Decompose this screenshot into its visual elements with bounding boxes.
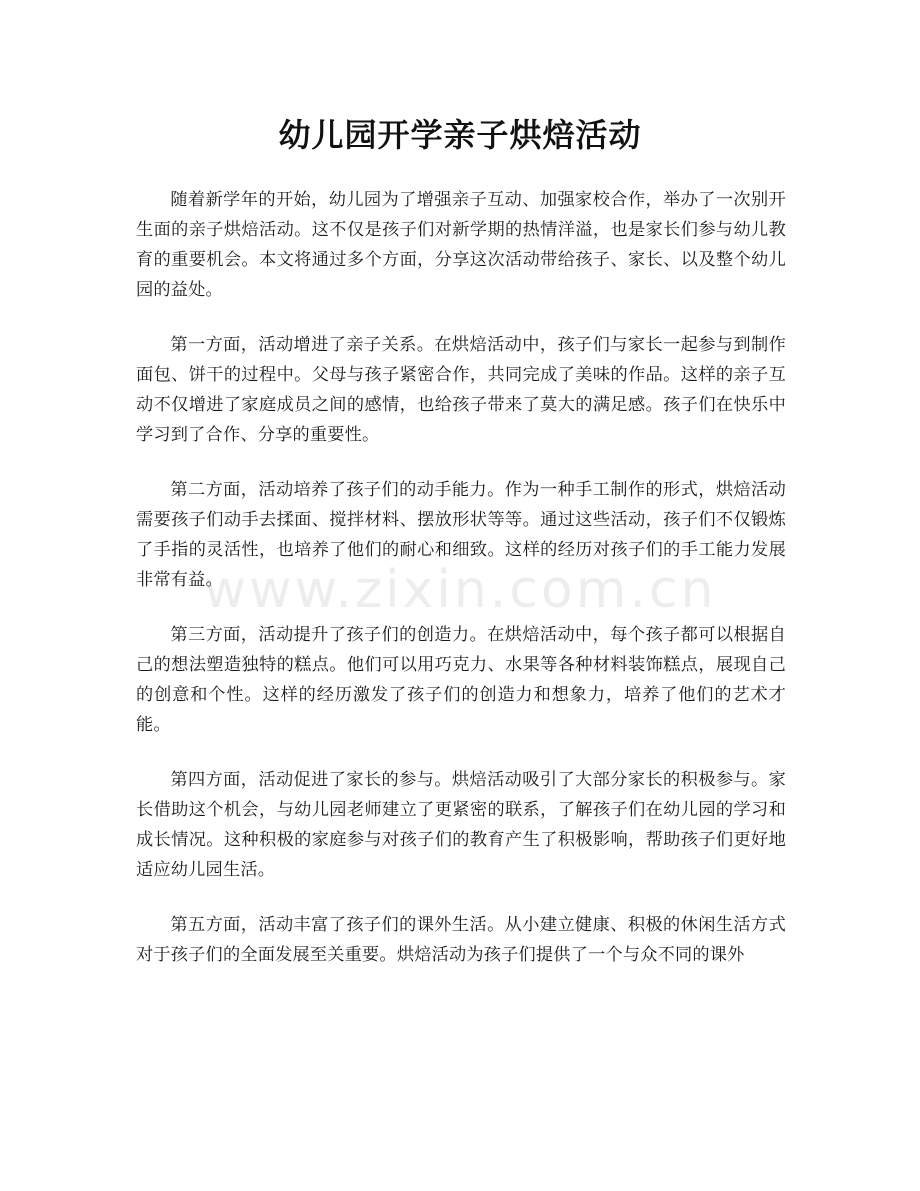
paragraph-intro: 随着新学年的开始，幼儿园为了增强亲子互动、加强家校合作，举办了一次别开生面的亲子烘焙活动。这不仅是孩子们对新学期的热情洋溢，也是家长们参与幼儿教育的重要机会。本文将通过多个方面，分享这次活动带给孩子、家长、以及整个幼儿园的益处。 (136, 190, 786, 300)
paragraph-3: 第三方面，活动提升了孩子们的创造力。在烘焙活动中，每个孩子都可以根据自己的想法塑造独特的糕点。他们可以用巧克力、水果等各种材料装饰糕点，展现自己的创意和个性。这样的经历激发了孩子们的创造力和想象力，培养了他们的艺术才能。 (136, 625, 786, 735)
watermark: www.zixin.com.cn (203, 560, 717, 620)
paragraph-1: 第一方面，活动增进了亲子关系。在烘焙活动中，孩子们与家长一起参与到制作面包、饼干的过程中。父母与孩子紧密合作，共同完成了美味的作品。这样的亲子互动不仅增进了家庭成员之间的感情，也给孩子带来了莫大的满足感。孩子们在快乐中学习到了合作、分享的重要性。 (136, 335, 786, 445)
paragraph-5: 第五方面，活动丰富了孩子们的课外生活。从小建立健康、积极的休闲生活方式对于孩子们的全面发展至关重要。烘焙活动为孩子们提供了一个与众不同的课外 (136, 915, 786, 965)
paragraph-2: 第二方面，活动培养了孩子们的动手能力。作为一种手工制作的形式，烘焙活动需要孩子们动手去揉面、搅拌材料、摆放形状等等。通过这些活动，孩子们不仅锻炼了手指的灵活性，也培养了他们的耐心和细致。这样的经历对孩子们的手工能力发展非常有益。 (136, 480, 786, 590)
document-title: 幼儿园开学亲子烘焙活动 (278, 116, 642, 154)
paragraph-4: 第四方面，活动促进了家长的参与。烘焙活动吸引了大部分家长的积极参与。家长借助这个机会，与幼儿园老师建立了更紧密的联系，了解孩子们在幼儿园的学习和成长情况。这种积极的家庭参与对孩子们的教育产生了积极影响，帮助孩子们更好地适应幼儿园生活。 (136, 770, 786, 880)
document-body (136, 185, 786, 995)
